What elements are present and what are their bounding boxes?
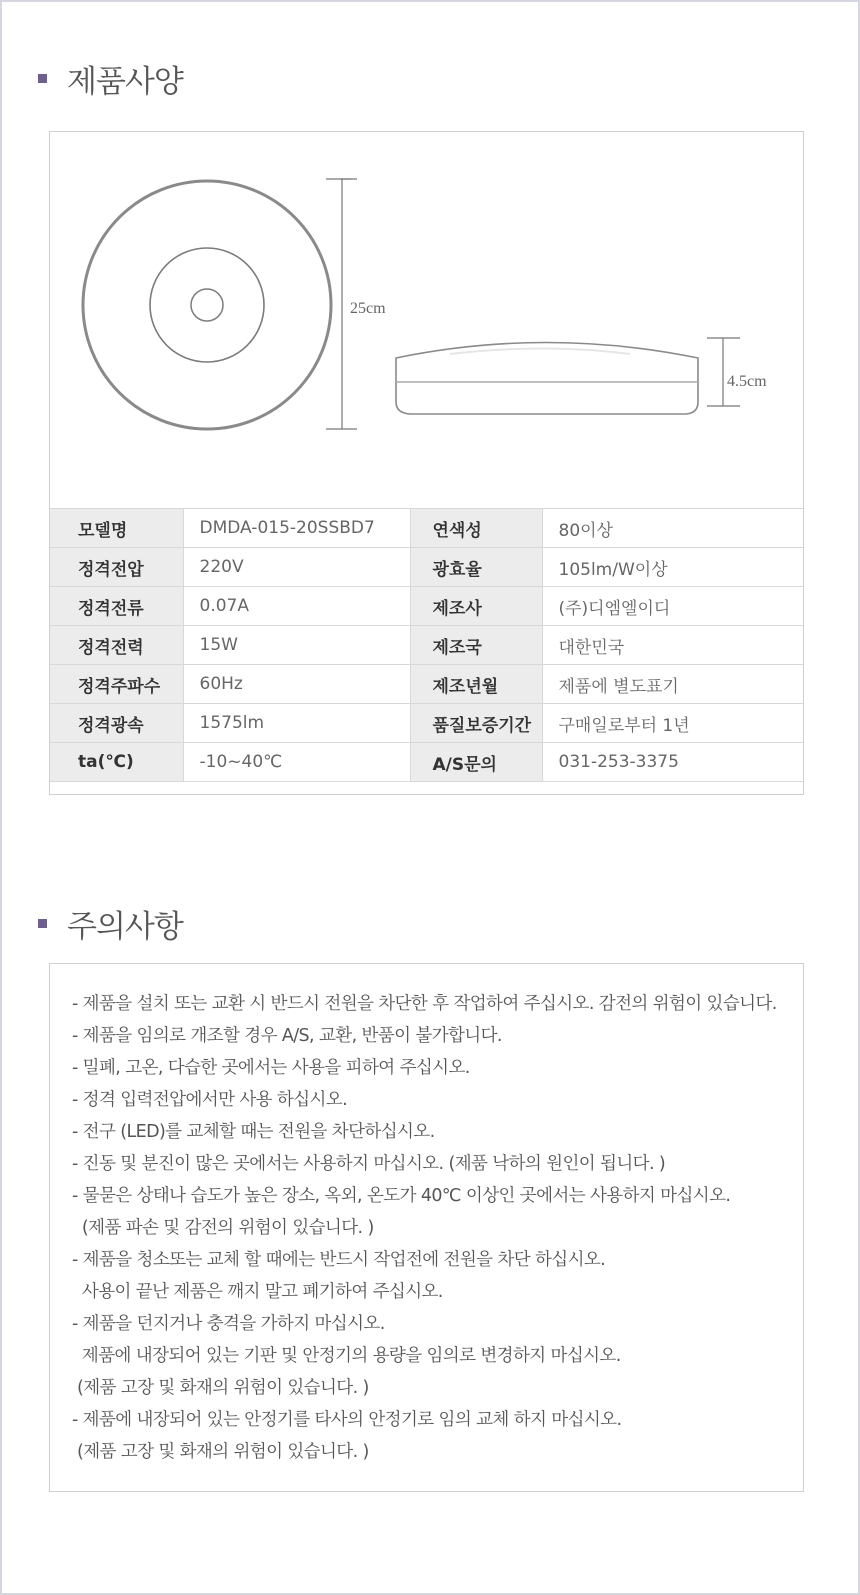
spec-label: 제조사 (410, 587, 542, 626)
spec-value: 구매일로부터 1년 (542, 704, 803, 743)
caution-line: 제품에 내장되어 있는 기판 및 안정기의 용량을 임의로 변경하지 마십시오. (72, 1346, 621, 1366)
spec-value: 220V (183, 548, 410, 587)
spec-label: A/S문의 (410, 743, 542, 782)
caution-line: - 제품을 청소또는 교체 할 때에는 반드시 작업전에 전원을 차단 하십시오. (72, 1250, 606, 1270)
spec-box (49, 131, 804, 795)
caution-list (72, 988, 777, 1468)
caution-line: - 정격 입력전압에서만 사용 하십시오. (72, 1090, 348, 1110)
spec-table (50, 508, 803, 782)
caution-line: - 제품을 던지거나 충격을 가하지 마십시오. (72, 1314, 385, 1334)
spec-value: (주)디엠엘이디 (542, 587, 803, 626)
height-dimension (707, 338, 740, 406)
spec-label: 광효율 (410, 548, 542, 587)
spec-row (50, 626, 803, 665)
spec-label: 정격광속 (50, 704, 183, 743)
spec-value: 대한민국 (542, 626, 803, 665)
spec-label: 제조국 (410, 626, 542, 665)
spec-label: 정격전류 (50, 587, 183, 626)
spec-label: 정격전력 (50, 626, 183, 665)
spec-section-title: 제품사양 (67, 64, 183, 100)
caution-box (49, 963, 804, 1492)
spec-label: ta(℃) (50, 743, 183, 782)
spec-label: 정격전압 (50, 548, 183, 587)
caution-line: - 제품을 설치 또는 교환 시 반드시 전원을 차단한 후 작업하여 주십시오. 감전의 위험이 있습니다. (72, 994, 777, 1014)
caution-line: (제품 고장 및 화재의 위험이 있습니다. ) (72, 1442, 369, 1462)
spec-value: 0.07A (183, 587, 410, 626)
caution-line: - 제품을 임의로 개조할 경우 A/S, 교환, 반품이 불가합니다. (72, 1026, 502, 1046)
spec-value: 60Hz (183, 665, 410, 704)
spec-label: 연색성 (410, 509, 542, 548)
spec-label: 제조년월 (410, 665, 542, 704)
caution-section-header (38, 901, 183, 946)
spec-row (50, 548, 803, 587)
diameter-label: 25cm (350, 300, 386, 317)
caution-line: 사용이 끝난 제품은 깨지 말고 폐기하여 주십시오. (72, 1282, 443, 1302)
square-bullet-icon (38, 74, 47, 83)
product-diagram (50, 132, 803, 508)
spec-section-header (38, 56, 183, 101)
spec-row (50, 743, 803, 782)
height-label: 4.5cm (727, 373, 767, 390)
spec-label: 정격주파수 (50, 665, 183, 704)
spec-row (50, 587, 803, 626)
spec-value: -10~40℃ (183, 743, 410, 782)
spec-value: 제품에 별도표기 (542, 665, 803, 704)
side-view-diagram (396, 343, 698, 415)
spec-value: 1575lm (183, 704, 410, 743)
top-view-diagram (83, 181, 331, 429)
spec-value: 15W (183, 626, 410, 665)
spec-value: 105lm/W이상 (542, 548, 803, 587)
square-bullet-icon (38, 919, 47, 928)
caution-line: - 진동 및 분진이 많은 곳에서는 사용하지 마십시오. (제품 낙하의 원인이 됩니다. ) (72, 1154, 666, 1174)
spec-row (50, 665, 803, 704)
spec-row (50, 509, 803, 548)
spec-value: DMDA-015-20SSBD7 (183, 509, 410, 548)
caution-section-title: 주의사항 (67, 909, 183, 945)
caution-line: - 제품에 내장되어 있는 안정기를 타사의 안정기로 임의 교체 하지 마십시오. (72, 1410, 622, 1430)
spec-value: 031-253-3375 (542, 743, 803, 782)
spec-label: 모델명 (50, 509, 183, 548)
spec-row (50, 704, 803, 743)
caution-line: - 밀폐, 고온, 다습한 곳에서는 사용을 피하여 주십시오. (72, 1058, 470, 1078)
caution-line: (제품 파손 및 감전의 위험이 있습니다. ) (72, 1218, 374, 1238)
spec-label: 품질보증기간 (410, 704, 542, 743)
caution-line: - 물묻은 상태나 습도가 높은 장소, 옥외, 온도가 40℃ 이상인 곳에서는 사용하지 마십시오. (72, 1186, 731, 1206)
caution-line: - 전구 (LED)를 교체할 때는 전원을 차단하십시오. (72, 1122, 435, 1142)
spec-value: 80이상 (542, 509, 803, 548)
caution-line: (제품 고장 및 화재의 위험이 있습니다. ) (72, 1378, 369, 1398)
